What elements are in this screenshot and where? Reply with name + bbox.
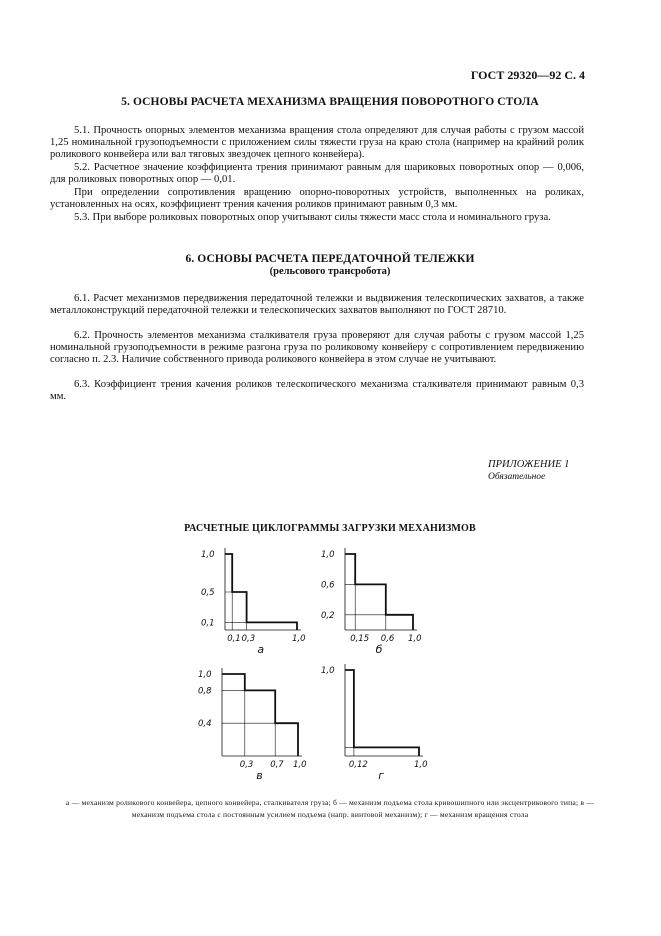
load-step-line bbox=[222, 674, 298, 756]
para-6-2: 6.2. Прочность элементов механизма сталкивателя груза проверяют для случая работы с грузом массой 1,25 номинальной грузоподъемности в режиме разгона груза по роликовому конвейеру с сопротивлением передвижению согласно п. 2.3. Наличие собственного привода роликового конвейера в этом случае не учитывают. bbox=[50, 330, 584, 366]
x-tick-label: 0,12 bbox=[348, 760, 368, 770]
appendix-label: ПРИЛОЖЕНИЕ 1 bbox=[488, 459, 570, 470]
para-5-2-cont: При определении сопротивления вращению опорно-поворотных устройств, выполненных на роликах, установленных на осях, коэффициент трения качения роликов принимают равным 0,3 мм. bbox=[50, 187, 584, 211]
panel-label: в bbox=[256, 769, 263, 782]
figure-title: РАСЧЕТНЫЕ ЦИКЛОГРАММЫ ЗАГРУЗКИ МЕХАНИЗМОВ bbox=[184, 523, 476, 534]
section-6-subtitle: (рельсового трансробота) bbox=[269, 266, 391, 277]
para-5-3: 5.3. При выборе роликовых поворотных опор учитывают силы тяжести масс стола и номинального груза. bbox=[74, 212, 551, 223]
x-tick-label: 0,3 bbox=[241, 634, 256, 644]
panel-label: г bbox=[378, 769, 385, 782]
appendix-status: Обязательное bbox=[488, 472, 546, 482]
x-tick-label: 1,0 bbox=[414, 760, 428, 770]
x-tick-label: 0,7 bbox=[270, 760, 284, 770]
y-tick-label: 0,5 bbox=[201, 588, 215, 598]
section-6-title: 6. ОСНОВЫ РАСЧЕТА ПЕРЕДАТОЧНОЙ ТЕЛЕЖКИ bbox=[185, 253, 475, 265]
para-5-1: 5.1. Прочность опорных элементов механизма вращения стола определяют для случая работы с грузом массой 1,25 номинальной грузоподъемности с приложением силы тяжести груза на краю стола (например на крайний ролик роликового конвейера или вал тяговых звездочек цепного конвейера). bbox=[50, 125, 584, 161]
panel-label: б bbox=[375, 643, 383, 656]
y-tick-label: 1,0 bbox=[321, 666, 335, 676]
cyclograms-figure bbox=[0, 540, 661, 790]
panel-label: а bbox=[257, 643, 265, 656]
y-tick-label: 1,0 bbox=[321, 550, 335, 560]
x-tick-label: 1,0 bbox=[408, 634, 422, 644]
load-step-line bbox=[345, 670, 419, 756]
x-tick-label: 0,6 bbox=[380, 634, 395, 644]
y-tick-label: 0,2 bbox=[321, 610, 335, 621]
y-tick-label: 0,4 bbox=[198, 719, 212, 730]
para-5-2: 5.2. Расчетное значение коэффициента трения принимают равным для шариковых поворотных опор — 0,006, для роликовых поворотных опор — 0,01. bbox=[50, 162, 584, 186]
x-tick-label: 0,1 bbox=[227, 634, 241, 644]
para-6-3: 6.3. Коэффициент трения качения роликов телескопического механизма сталкивателя принимают равным 0,3 мм. bbox=[50, 379, 584, 403]
page-header: ГОСТ 29320—92 С. 4 bbox=[470, 68, 585, 82]
x-tick-label: 1,0 bbox=[293, 760, 307, 770]
x-tick-label: 0,15 bbox=[350, 634, 370, 644]
x-tick-label: 0,3 bbox=[239, 760, 254, 770]
para-6-1: 6.1. Расчет механизмов передвижения передаточной тележки и выдвижения телескопических захватов, а также металлоконструкций передаточной тележки и телескопических захватов выполняют по ГОСТ 28710. bbox=[50, 293, 584, 317]
figure-caption: а — механизм роликового конвейера, цепного конвейера, сталкивателя груза; б — механизм подъема стола кривошипного или эксцентрикового типа; в — механизм подъема стола с постоянным усилием подъема (напр. винтовой механизм); г — механизм вращения стола bbox=[65, 798, 595, 819]
y-tick-label: 1,0 bbox=[198, 670, 212, 680]
x-tick-label: 1,0 bbox=[292, 634, 306, 644]
y-tick-label: 1,0 bbox=[201, 550, 215, 560]
section-5-title: 5. ОСНОВЫ РАСЧЕТА МЕХАНИЗМА ВРАЩЕНИЯ ПОВОРОТНОГО СТОЛА bbox=[121, 96, 539, 108]
y-tick-label: 0,1 bbox=[201, 618, 215, 629]
y-tick-label: 0,6 bbox=[321, 580, 335, 591]
y-tick-label: 0,8 bbox=[198, 686, 212, 697]
